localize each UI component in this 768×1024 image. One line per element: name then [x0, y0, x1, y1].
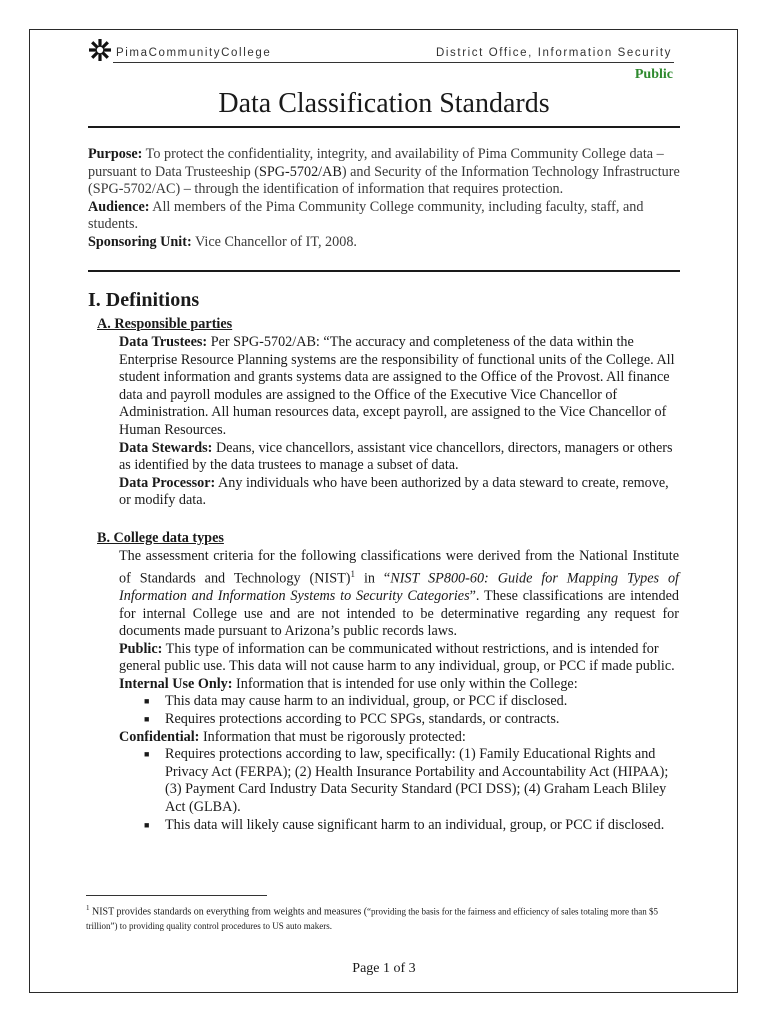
list-item — [119, 817, 679, 835]
sponsor-text: Vice Chancellor of IT, 2008. — [191, 233, 357, 250]
data-types-block — [119, 548, 679, 834]
header-rule — [113, 62, 674, 63]
stewards-text: Deans, vice chancellors, assistant vice chancellors, directors, managers or others as identified by the data trustees to manage a subset of data. — [119, 439, 673, 474]
footnote-quote: “providing the basis for the fairness and efficiency of sales totaling more than $5 trillion”) to providing quality control procedures to US auto makers. — [86, 906, 659, 932]
subsection-heading-responsible-parties: A. Responsible parties — [97, 316, 233, 332]
list-item-text: Requires protections according to PCC SPGs, standards, or contracts. — [165, 711, 560, 728]
trustees-text: Per SPG-5702/AB: “The accuracy and completeness of the data within the Enterprise Resource Planning systems are the responsibility of functional units of the College. All student information and grants systems data are assigned to the Office of the Provost. All finance data and payroll modules are assigned to the Office of the Executive Vice Chancellor of Administration. All human resources data, except payroll, are assigned to the Vice Chancellor of Human Resources. — [119, 334, 675, 438]
document-title: Data Classification Standards — [218, 88, 550, 119]
public-label: Public: — [119, 640, 163, 657]
pcc-logo-icon — [88, 38, 112, 62]
audience-label: Audience: — [88, 198, 150, 215]
audience-text: All members of the Pima Community College community, including faculty, staff, and students. — [88, 198, 644, 233]
intro-text-c: ”. These classifications are intended for internal College use and are not intended to be determinative regarding any request for documents made pursuant to Arizona’s public records laws. — [119, 587, 679, 640]
section-heading-definitions: I. Definitions — [88, 289, 200, 311]
data-types-intro — [119, 548, 679, 641]
responsible-parties-block — [119, 334, 679, 510]
classification-tag: Public — [634, 67, 673, 82]
public-text: This type of information can be communicated without restrictions, and is intended for general public use. This data will not cause harm to any individual, group, or PCC if made public. — [119, 640, 675, 675]
public-definition — [119, 641, 679, 676]
list-item — [119, 693, 679, 711]
page-header — [88, 38, 680, 64]
purpose-text-a: To protect the confidentiality, integrity, and availability of Pima Community College data – pursuant to Data Trusteeship ( — [88, 146, 664, 180]
confidential-text: Information that must be rigorously protected: — [199, 728, 466, 745]
square-bullet-icon: ■ — [144, 819, 150, 830]
college-name: PimaCommunityCollege — [116, 47, 272, 59]
subsection-heading-data-types: B. College data types — [97, 530, 224, 546]
nist-publication-title: NIST SP800-60: Guide for Mapping Types of Information and Information Systems to Security Categories — [119, 570, 679, 604]
list-item — [119, 746, 679, 816]
list-item-text: This data will likely cause significant harm to an individual, group, or PCC if disclosed. — [165, 816, 665, 833]
page-number: Page 1 of 3 — [352, 961, 416, 976]
intro-rule — [88, 270, 680, 272]
processor-label: Data Processor: — [119, 474, 216, 491]
stewards-label: Data Stewards: — [119, 439, 213, 456]
confidential-bullet-list — [119, 746, 679, 834]
purpose-ref: SPG-5702/AB — [259, 163, 342, 180]
footnote — [86, 901, 686, 934]
title-rule — [88, 126, 680, 128]
sponsor-label: Sponsoring Unit: — [88, 233, 192, 250]
internal-definition — [119, 676, 679, 694]
purpose-text-b: ) and Security of the Information Technology Infrastructure (SPG-5702/AC) – through the identification of information that requires protection. — [88, 163, 680, 198]
footnote-mark: 1 — [86, 904, 90, 912]
square-bullet-icon: ■ — [144, 749, 150, 760]
square-bullet-icon: ■ — [144, 714, 150, 725]
footnote-ref: 1 — [350, 568, 356, 579]
intro-block — [88, 146, 688, 252]
list-item-text: This data may cause harm to an individual, group, or PCC if disclosed. — [165, 693, 568, 710]
list-item — [119, 711, 679, 729]
internal-text: Information that is intended for use only within the College: — [232, 675, 578, 692]
list-item-text: Requires protections according to law, specifically: (1) Family Educational Rights and Privacy Act (FERPA); (2) Health Insurance Portability and Accountability Act (HIPAA); (3) Payment Card Industry Data Security Standard (PCI DSS); (4) Graham Leach Bliley Act (GLBA). — [165, 746, 669, 816]
footnote-lead: NIST provides standards on everything from weights and measures ( — [89, 906, 368, 918]
processor-text: Any individuals who have been authorized by a data steward to create, remove, or modify data. — [119, 474, 669, 509]
confidential-label: Confidential: — [119, 728, 200, 745]
department-name: District Office, Information Security — [435, 47, 672, 59]
trustees-label: Data Trustees: — [119, 334, 208, 350]
intro-text-a: The assessment criteria for the following classifications were derived from the National Institute of Standards and Technology (NIST) — [119, 548, 679, 587]
footnote-rule — [86, 895, 267, 896]
square-bullet-icon: ■ — [144, 696, 150, 707]
intro-text-b: in “ — [355, 570, 391, 587]
confidential-definition — [119, 729, 679, 747]
internal-label: Internal Use Only: — [119, 675, 233, 692]
purpose-label: Purpose: — [88, 146, 143, 162]
internal-bullet-list — [119, 693, 679, 728]
